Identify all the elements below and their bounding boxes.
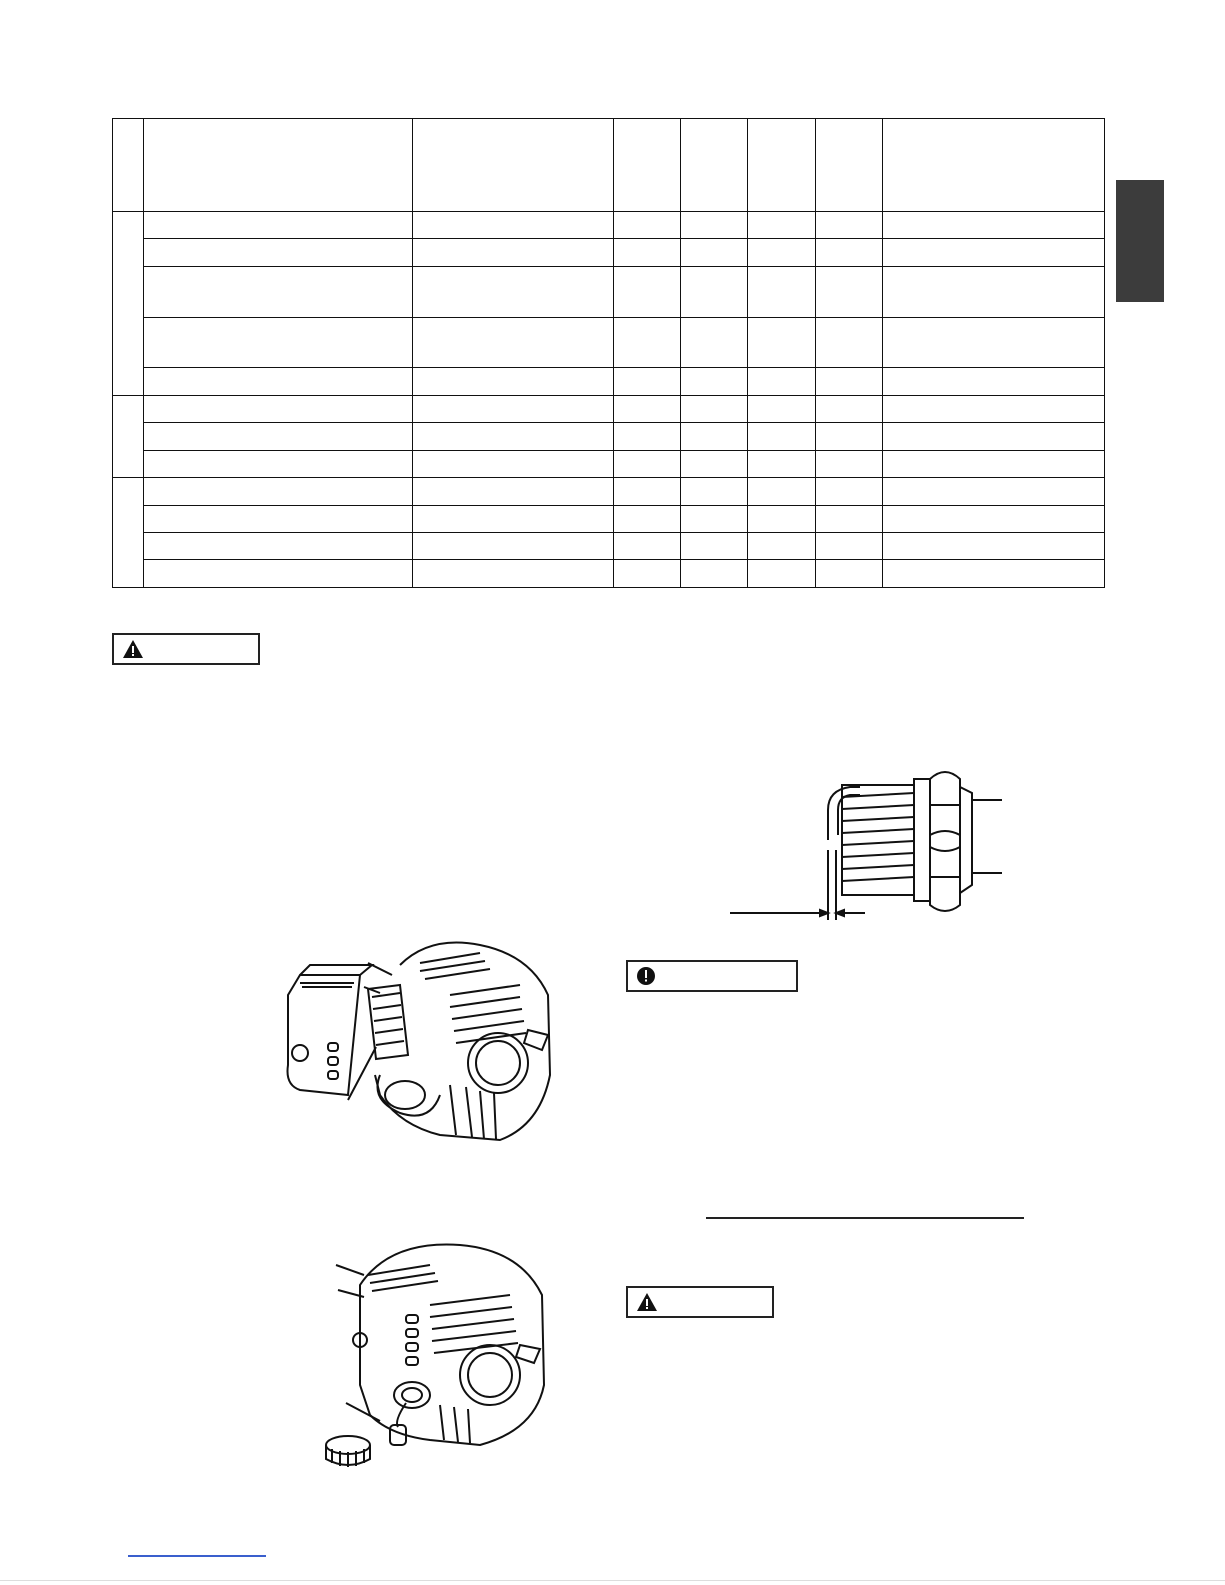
table-group-cell	[113, 395, 144, 477]
table-group-cell	[113, 211, 144, 395]
table-row	[113, 368, 1105, 395]
footer-rule	[0, 1580, 1225, 1581]
table-group-cell	[113, 478, 144, 588]
table-row	[113, 239, 1105, 266]
spark-plug-illustration	[720, 765, 1020, 925]
maintenance-table	[112, 118, 1104, 588]
table-header-cell	[144, 119, 413, 212]
table-row	[113, 266, 1105, 317]
table-header-cell	[113, 119, 144, 212]
underline-rule	[706, 1217, 1024, 1219]
table-row	[113, 532, 1105, 559]
table-row	[113, 560, 1105, 588]
caution-icon	[636, 966, 656, 986]
engine-fuel-filter-illustration	[320, 1235, 560, 1470]
table-header-cell	[883, 119, 1105, 212]
warning-icon	[122, 639, 144, 659]
section-tab	[1116, 180, 1164, 302]
table-row	[113, 478, 1105, 505]
warning-icon	[636, 1292, 658, 1312]
table-row	[113, 211, 1105, 238]
warning-notice-box	[112, 633, 260, 665]
warning-notice-box-2	[626, 1286, 774, 1318]
table-row	[113, 423, 1105, 450]
table-row	[113, 450, 1105, 477]
table-header-cell	[614, 119, 681, 212]
table-header-cell	[816, 119, 883, 212]
table-header-cell	[413, 119, 614, 212]
table-row	[113, 505, 1105, 532]
footer-link-underline[interactable]	[128, 1555, 266, 1557]
engine-air-filter-illustration	[280, 935, 560, 1145]
caution-notice-box	[626, 960, 798, 992]
table-header-row	[113, 119, 1105, 212]
table-header-cell	[681, 119, 748, 212]
table-row	[113, 395, 1105, 422]
table-row	[113, 317, 1105, 368]
table-header-cell	[748, 119, 816, 212]
